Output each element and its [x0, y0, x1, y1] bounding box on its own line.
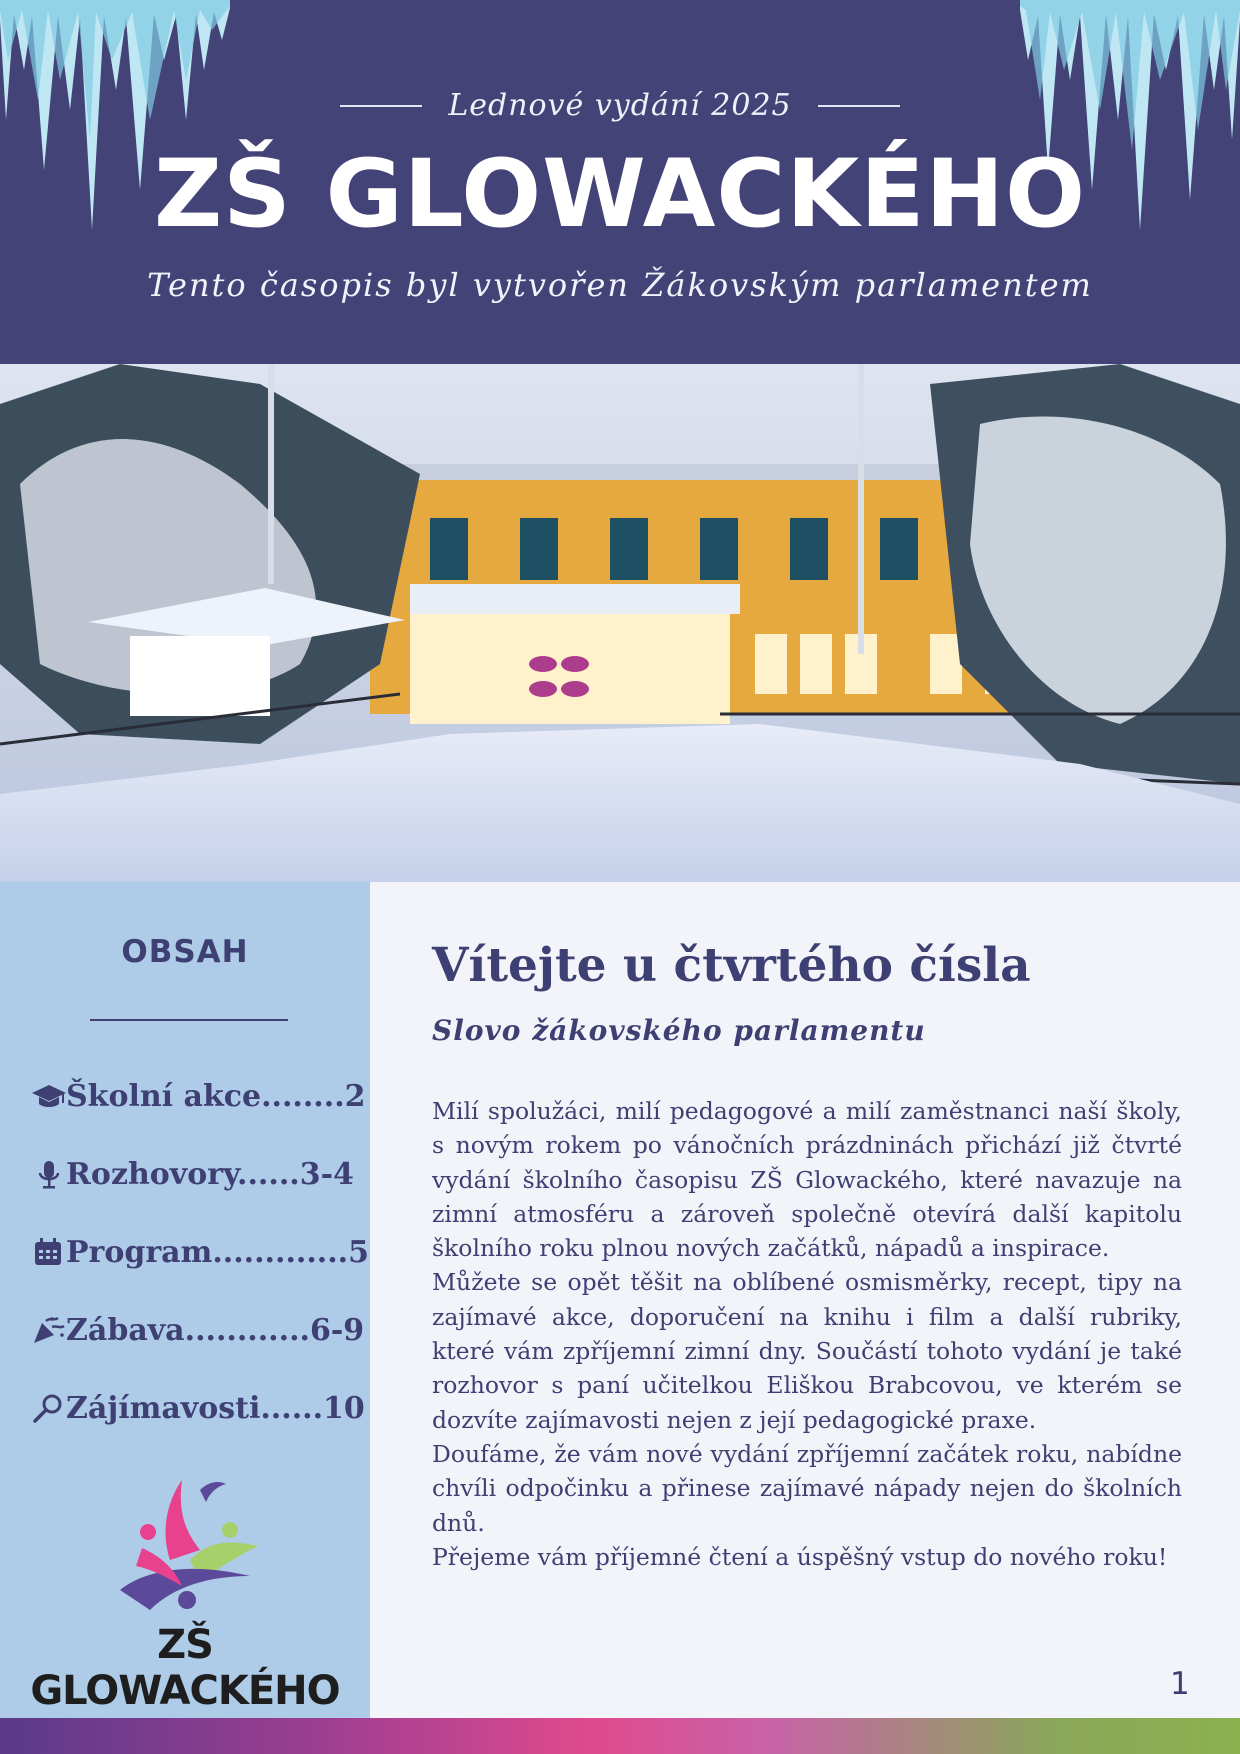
graduation-cap-icon — [32, 1079, 66, 1113]
toc-item-label: Zábava............6-9 — [66, 1312, 365, 1348]
issue-label: Lednové vydání 2025 — [448, 88, 792, 123]
party-popper-icon — [32, 1313, 66, 1347]
school-building-photo — [0, 364, 1240, 882]
masthead — [0, 0, 1240, 364]
paragraph: Přejeme vám příjemné čtení a úspěšný vstup do nového roku! — [432, 1542, 1168, 1571]
toc-item-zajimavosti[interactable] — [32, 1369, 365, 1447]
magazine-title: ZŠ GLOWACKÉHO — [153, 140, 1087, 249]
microphone-icon — [32, 1157, 66, 1191]
paragraph: Můžete se opět těšit na oblíbené osmisměrky, recept, tipy na zajímavé akce, doporučení na knihu i film a další rubriky, které vám zpříjemní zimní dny. Součástí tohoto vydání je také rozhovor s paní učitelkou Eliškou Brabcovou, ve kterém se dozvíte zajímavosti nejen z její pedagogické praxe. — [432, 1268, 1182, 1434]
article-heading: Vítejte u čtvrtého čísla — [432, 938, 1031, 993]
article-subheading: Slovo žákovského parlamentu — [432, 1014, 926, 1047]
article-body — [432, 1094, 1182, 1574]
paragraph: Doufáme, že vám nové vydání zpříjemní začátek roku, nabídne chvíli odpočinku a přinese zajímavé nápady nejen do školních dnů. — [432, 1439, 1182, 1537]
magazine-subtitle: Tento časopis byl vytvořen Žákovským parlamentem — [147, 266, 1093, 304]
toc-item-label: Školní akce........2 — [66, 1078, 366, 1114]
page-number: 1 — [1170, 1666, 1190, 1702]
school-logo-text: ZŠ GLOWACKÉHO — [30, 1622, 340, 1714]
paragraph: Milí spolužáci, milí pedagogové a milí zaměstnanci naší školy, s novým rokem po vánočních prázdninách přichází již čtvrté vydání školního časopisu ZŠ Glowackého, které navazuje na zimní atmosféru a zároveň společně otevírá další kapitolu školního roku plnou nových začátků, nápadů a inspirace. — [432, 1097, 1182, 1263]
toc-item-program[interactable] — [32, 1213, 369, 1291]
magnifier-icon — [32, 1391, 66, 1425]
toc-item-label: Program.............5 — [66, 1234, 369, 1270]
calendar-icon — [32, 1235, 66, 1269]
toc-item-zabava[interactable] — [32, 1291, 365, 1369]
issue-row — [0, 88, 1240, 123]
issue-divider-left — [340, 105, 422, 107]
main-article — [370, 882, 1240, 1718]
toc-heading: OBSAH — [121, 934, 249, 970]
toc-item-label: Rozhovory......3-4 — [66, 1156, 354, 1192]
toc-divider — [90, 1019, 288, 1021]
toc-item-label: Zájímavosti......10 — [66, 1390, 365, 1426]
toc-list — [32, 1057, 369, 1447]
toc-item-skolni-akce[interactable] — [32, 1057, 366, 1135]
toc-item-rozhovory[interactable] — [32, 1135, 352, 1213]
table-of-contents-sidebar — [0, 882, 370, 1718]
bottom-color-bar — [0, 1718, 1240, 1754]
issue-divider-right — [818, 105, 900, 107]
